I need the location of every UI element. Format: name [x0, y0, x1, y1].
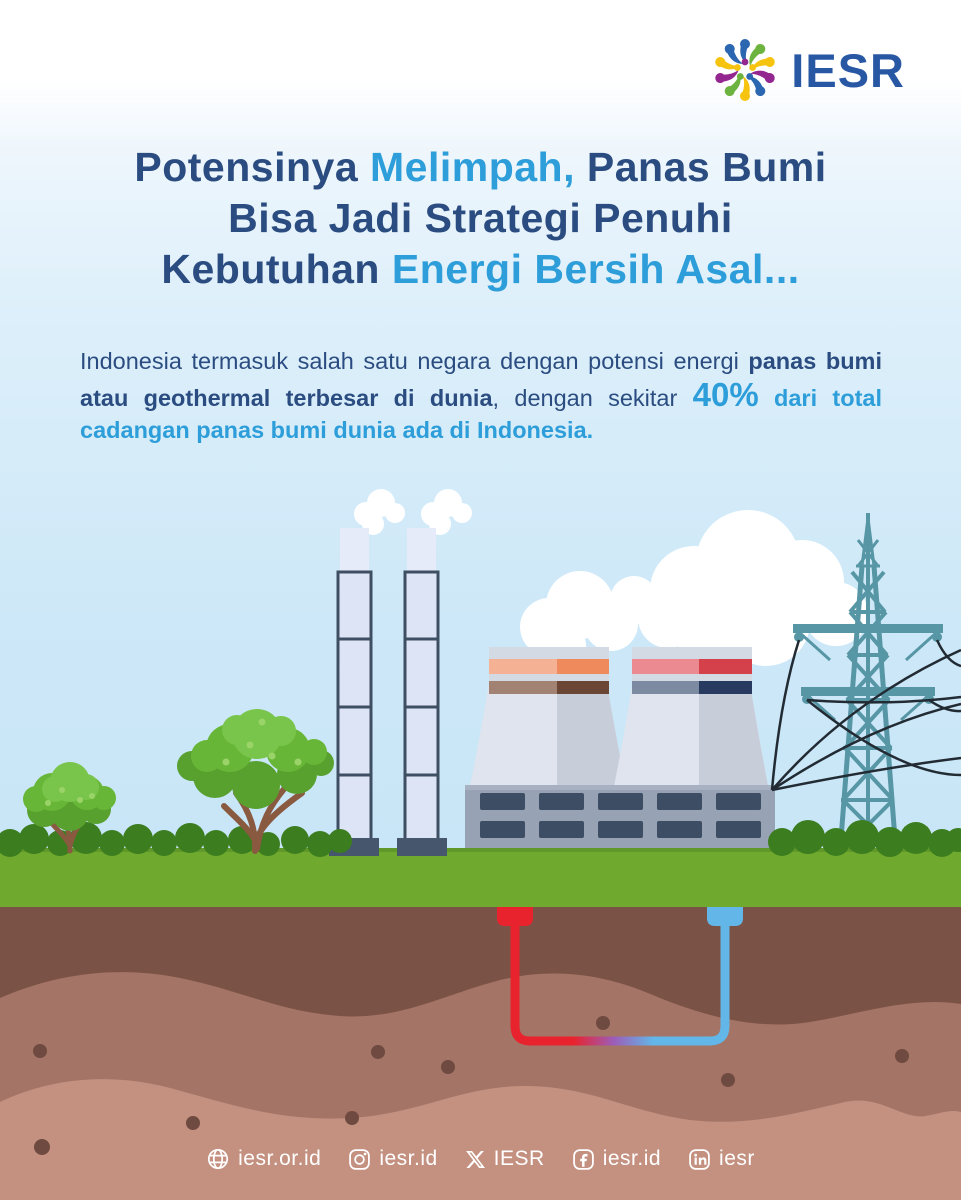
wellhead-hot	[497, 907, 533, 926]
smokestack-base-right	[397, 838, 447, 856]
footer-link-instagram[interactable]	[348, 1147, 437, 1171]
logo-wordmark: IESR	[791, 43, 905, 97]
statistic-40-percent: 40%	[692, 375, 759, 413]
linkedin-icon	[688, 1148, 711, 1171]
footer-link-label: iesr.id	[379, 1147, 438, 1170]
footer-link-label: iesr.id	[602, 1147, 662, 1170]
facebook-icon	[572, 1148, 595, 1171]
footer-link-label: IESR	[493, 1147, 545, 1170]
body-paragraph: Indonesia termasuk salah satu negara dengan potensi energi panas bumi atau geothermal terbesar di dunia, dengan sekitar 40% dari total cadangan panas bumi dunia ada di Indonesia.	[80, 348, 883, 443]
iesr-logo	[709, 34, 905, 106]
power-plant-building	[465, 785, 775, 849]
globe-icon	[206, 1147, 230, 1171]
smokestack-right	[405, 528, 438, 842]
headline-line-1: Potensinya Melimpah, Panas Bumi	[134, 144, 827, 190]
instagram-icon	[348, 1148, 371, 1171]
cooling-tower-right	[614, 647, 768, 786]
footer-link-linkedin[interactable]	[688, 1147, 755, 1171]
headline	[0, 142, 961, 295]
headline-line-2: Bisa Jadi Strategi Penuhi	[228, 195, 733, 241]
footer-link-label: iesr	[719, 1147, 755, 1170]
x-icon	[465, 1149, 486, 1170]
iesr-pinwheel-icon	[709, 34, 781, 106]
footer-link-facebook[interactable]	[572, 1147, 661, 1171]
grass	[0, 848, 961, 908]
footer-link-label: iesr.or.id	[238, 1147, 322, 1170]
headline-line-3: Kebutuhan Energi Bersih Asal...	[161, 246, 800, 292]
cooling-tower-left	[470, 647, 626, 786]
smokestack-left	[338, 528, 371, 842]
footer-link-x[interactable]	[465, 1147, 545, 1171]
footer-link-website[interactable]	[206, 1147, 321, 1171]
footer-social-bar	[0, 1147, 961, 1171]
wellhead-cold	[707, 907, 743, 926]
